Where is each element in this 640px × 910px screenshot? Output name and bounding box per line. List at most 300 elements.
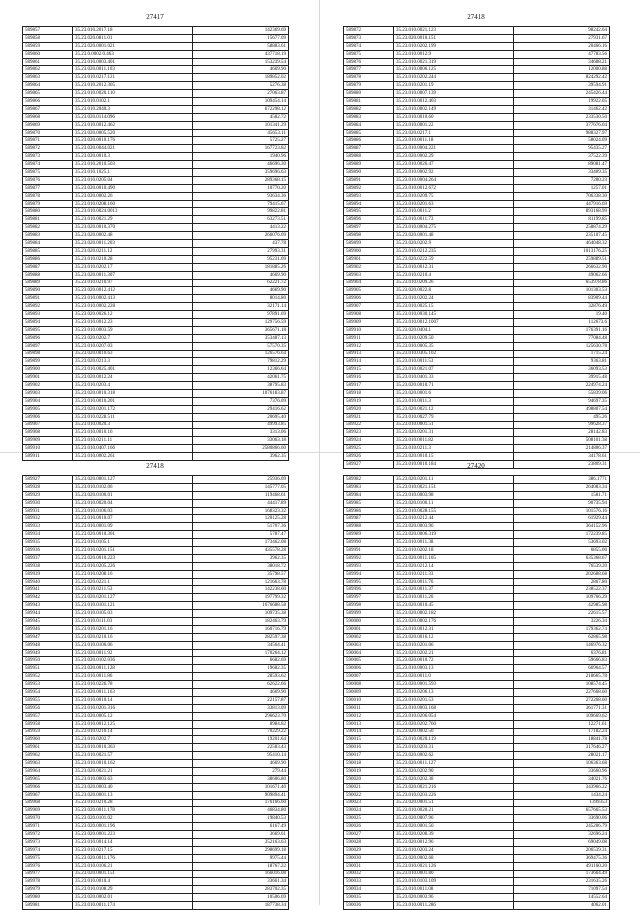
row-id-cell: 589882 [23,224,73,232]
code-cell: 35.23.010.1025.1 [73,169,193,177]
table-row [23,854,289,862]
table-row [23,554,289,562]
value-cell: 89081.47 [514,161,610,169]
row-id-cell: 589996 [344,586,394,594]
code-cell: 35.23.010.0012.672 [394,184,514,192]
value-cell: 27931.67 [514,34,610,42]
row-id-cell: 589919 [344,397,394,405]
code-cell: 35.23.010.0101.121 [73,602,193,610]
row-id-cell: 589979 [23,886,73,894]
row-id-cell: 589892 [23,303,73,311]
table-row [23,247,289,255]
code-cell: 35.23.010.0007.139 [394,90,514,98]
table-row [23,82,289,90]
table-row [344,82,610,90]
row-id-cell: 589940 [23,578,73,586]
table-row [23,878,289,886]
row-id-cell: 589985 [344,499,394,507]
row-id-cell: 589876 [23,176,73,184]
table-row [344,429,610,437]
row-id-cell: 589872 [344,27,394,35]
table-row [23,736,289,744]
row-id-cell: 589927 [344,460,394,468]
code-cell: 35.23.010.0203.226 [394,791,514,799]
table-row [344,791,610,799]
value-cell: 4062.01 [514,902,610,910]
table-row [344,105,610,113]
value-cell: 464048.32 [514,240,610,248]
code-cell: 35.23.020.0011.127 [394,760,514,768]
row-id-cell: 589898 [23,350,73,358]
table-row [23,799,289,807]
row-id-cell: 589966 [23,783,73,791]
value-cell: 1399353 [514,799,610,807]
value-cell: 635368.67 [514,554,610,562]
code-cell: 35.23.020.0106.11 [394,499,514,507]
value-cell: 365671.18 [193,326,289,334]
row-id-cell: 590018 [344,760,394,768]
row-id-cell: 589902 [23,382,73,390]
panel-title: 27418 [146,462,164,470]
value-cell: 282597.38 [193,633,289,641]
row-id-cell: 589986 [344,507,394,515]
data-table [22,26,289,461]
code-cell: 35.23.010.0002.149 [394,105,514,113]
row-id-cell: 589961 [23,744,73,752]
code-cell: 35.23.020.0101.02 [73,815,193,823]
table-row [23,846,289,854]
code-cell: 35.23.020.0002.26 [73,192,193,200]
value-cell: 4669.90 [193,760,289,768]
row-id-cell: 590002 [344,633,394,641]
row-id-cell: 589989 [344,531,394,539]
table-row [344,476,610,484]
value-cell: 672298.12 [193,105,289,113]
value-cell: 44417.89 [193,499,289,507]
code-cell: 35.23.010.0002.413 [73,295,193,303]
table-row [23,744,289,752]
row-id-cell: 589896 [344,216,394,224]
code-cell: 35.23.010.0012.31 [394,263,514,271]
row-id-cell: 589887 [344,145,394,153]
value-cell: 206539.31 [514,846,610,854]
code-cell: 35.23.010.0010.4 [73,878,193,886]
value-cell: 7376.09 [193,397,289,405]
table-row [23,783,289,791]
value-cell: 53693.02 [514,539,610,547]
row-id-cell: 589978 [23,878,73,886]
row-id-cell: 590013 [344,720,394,728]
row-id-cell: 590020 [344,775,394,783]
value-cell: 437.78 [193,240,289,248]
value-cell: 22157.87 [193,696,289,704]
row-id-cell: 589905 [23,405,73,413]
row-id-cell: 590015 [344,736,394,744]
table-row [344,389,610,397]
value-cell: 10770.20 [193,184,289,192]
value-cell: 15677.09 [193,34,289,42]
row-id-cell: 589927 [23,476,73,484]
code-cell: 35.23.010.0202.7 [73,736,193,744]
value-cell: 5787.47 [193,531,289,539]
row-id-cell: 589893 [23,311,73,319]
table-row [344,610,610,618]
value-cell: 49062.66 [514,271,610,279]
table-row [344,145,610,153]
code-cell: 35.23.010.0201.53 [394,696,514,704]
table-row [23,74,289,82]
table-row [23,483,289,491]
row-id-cell: 589909 [23,437,73,445]
value-cell: 99628.37 [514,421,610,429]
value-cell: 25936.09 [193,476,289,484]
code-cell: 35.23.010.0003.98 [394,491,514,499]
table-row [344,886,610,894]
table-row [344,578,610,586]
code-cell: 35.23.020.0001.56 [394,823,514,831]
row-id-cell: 589886 [344,137,394,145]
table-row [344,358,610,366]
table-row [23,696,289,704]
table-row [344,27,610,35]
value-cell: 19201.64 [193,736,289,744]
row-id-cell: 589884 [23,240,73,248]
code-cell: 35.23.010.0011.82 [394,437,514,445]
table-row [344,831,610,839]
table-row [23,240,289,248]
value-cell: 8984.82 [193,720,289,728]
code-cell: 35.23.010.0209.26 [394,279,514,287]
value-cell: 893168.99 [514,208,610,216]
code-cell: 35.23.010.0103.109 [394,878,514,886]
table-row [344,618,610,626]
row-id-cell: 589941 [23,586,73,594]
table-row [23,562,289,570]
code-cell: 35.23.010.0012.31 [394,625,514,633]
value-cell: 233530.50 [514,113,610,121]
table-row [344,531,610,539]
row-id-cell: 589904 [344,279,394,287]
value-cell: 46834.80 [193,807,289,815]
row-id-cell: 589971 [23,823,73,831]
row-id-cell: 589859 [23,42,73,50]
row-id-cell: 590004 [344,649,394,657]
table-row [23,445,289,453]
table-row [344,74,610,82]
table-row [23,704,289,712]
row-id-cell: 589890 [23,287,73,295]
table-row [344,208,610,216]
value-cell: 353487.13 [193,334,289,342]
row-id-cell: 589869 [23,121,73,129]
code-cell: 35.23.020.0222.59 [394,255,514,263]
code-cell: 35.23.010.0201.06 [394,641,514,649]
table-row [23,366,289,374]
row-id-cell: 589924 [344,437,394,445]
row-id-cell: 589868 [23,113,73,121]
code-cell: 35.23.010.0201.16 [73,625,193,633]
row-id-cell: 589866 [23,98,73,106]
row-id-cell: 589956 [23,704,73,712]
row-id-cell: 589885 [23,247,73,255]
table-row [23,98,289,106]
code-cell: 35.23.010.0203.4 [73,382,193,390]
row-id-cell: 589899 [344,240,394,248]
table-row [23,295,289,303]
value-cell: 189852.02 [193,74,289,82]
value-cell: 359696.63 [193,169,289,177]
value-cell: 106363.68 [514,760,610,768]
value-cell: 1715.24 [514,350,610,358]
code-cell: 35.23.010.0212.44 [394,515,514,523]
code-cell: 35.23.010.0004.221 [394,145,514,153]
code-cell: 35.23.010.0004.264 [394,176,514,184]
value-cell: 27063.87 [193,90,289,98]
table-row [23,515,289,523]
value-cell: 266632.90 [514,263,610,271]
value-cell: 170264.12 [193,649,289,657]
row-id-cell: 589895 [23,326,73,334]
table-row [344,334,610,342]
table-row [23,689,289,697]
row-id-cell: 589908 [344,311,394,319]
row-id-cell: 590027 [344,831,394,839]
table-row [344,483,610,491]
value-cell: 109454.14 [193,98,289,106]
code-cell: 35.23.010.0020.110 [73,90,193,98]
code-cell: 35.23.010.0010.60 [394,113,514,121]
code-cell: 35.23.010.0212.235 [394,247,514,255]
table-row [23,421,289,429]
table-row [23,539,289,547]
row-id-cell: 589917 [344,382,394,390]
row-id-cell: 589946 [23,625,73,633]
value-cell: 364152.96 [514,523,610,531]
table-row [344,586,610,594]
row-id-cell: 589959 [23,728,73,736]
code-cell: 35.23.020.0010.176 [73,137,193,145]
table-row [23,870,289,878]
value-cell: 8014.80 [193,295,289,303]
row-id-cell: 589874 [23,161,73,169]
code-cell: 35.23.020.0211.12 [73,247,193,255]
value-cell: 38606.80 [193,775,289,783]
value-cell: 181885.26 [193,263,289,271]
code-cell: 35.23.020.0212.14 [394,562,514,570]
table-row [344,184,610,192]
code-cell: 35.23.010.0205.226 [73,562,193,570]
table-row [23,389,289,397]
value-cell: 657665.53 [514,807,610,815]
row-id-cell: 589865 [23,90,73,98]
table-row [23,547,289,555]
row-id-cell: 589864 [23,82,73,90]
table-row [344,539,610,547]
code-cell: 35.23.010.0002.92 [394,169,514,177]
row-id-cell: 589910 [344,326,394,334]
row-id-cell: 589897 [344,224,394,232]
table-row [23,200,289,208]
row-id-cell: 589991 [344,547,394,555]
table-row [344,176,610,184]
table-row [23,570,289,578]
value-cell: 57570.35 [193,342,289,350]
value-cell: 28142.83 [514,429,610,437]
code-cell: 35.23.020.0011.176 [73,854,193,862]
row-id-cell: 589939 [23,570,73,578]
code-cell: 35.23.020.0202.38 [394,775,514,783]
code-cell: 35.23.020.0010.15 [394,453,514,461]
code-cell: 35.23.020.0011.92 [73,649,193,657]
row-id-cell: 589968 [23,799,73,807]
row-id-cell: 589999 [344,610,394,618]
table-row [344,98,610,106]
code-cell: 35.23.020.0005.520 [73,129,193,137]
value-cell: 37522.39 [514,153,610,161]
value-cell: 187738.34 [193,902,289,910]
row-id-cell: 590019 [344,767,394,775]
value-cell: 179362.74 [514,625,610,633]
table-row [344,58,610,66]
table-row [23,145,289,153]
table-row [23,105,289,113]
code-cell: 35.23.010.0105.1 [73,539,193,547]
code-cell: 35.23.010.0001.80 [394,870,514,878]
value-cell: 90735.94 [514,499,610,507]
value-cell: 272268.60 [514,696,610,704]
value-cell: 34564.41 [193,641,289,649]
code-cell: 35.23.020.0221.1 [73,578,193,586]
row-id-cell: 589858 [23,34,73,42]
code-cell: 35.23.010.0011.20 [394,594,514,602]
value-cell: 10506.69 [193,894,289,902]
code-cell: 35.23.010.0012.1007 [394,318,514,326]
code-cell: 35.23.020.0010.45 [394,602,514,610]
table-row [23,279,289,287]
row-id-cell: 589878 [344,74,394,82]
row-id-cell: 589877 [23,184,73,192]
row-id-cell: 590036 [344,902,394,910]
row-id-cell: 590010 [344,696,394,704]
table-row [344,507,610,515]
row-id-cell: 589984 [344,491,394,499]
row-id-cell: 590005 [344,657,394,665]
code-cell: 35.23.010.0010.14 [73,696,193,704]
row-id-cell: 589943 [23,602,73,610]
table-row [23,303,289,311]
panel-bottom-right [343,462,609,910]
value-cell: 214806.37 [514,445,610,453]
value-cell: 18841.78 [514,736,610,744]
code-cell: 35.23.010.0102.06 [73,483,193,491]
row-id-cell: 589889 [23,279,73,287]
table-row [344,894,610,902]
value-cell: 988327.97 [514,129,610,137]
table-row [344,271,610,279]
row-id-cell: 589880 [344,90,394,98]
table-row [23,618,289,626]
table-row [23,633,289,641]
table-row [23,413,289,421]
code-cell: 35.23.010.2010.503 [73,161,193,169]
table-row [23,578,289,586]
table-row [344,823,610,831]
table-row [344,491,610,499]
code-cell: 35.23.020.0202.21 [394,649,514,657]
code-cell: 35.23.010.0208.160 [73,200,193,208]
row-id-cell: 589900 [344,247,394,255]
code-cell: 35.23.010.0011.18 [394,137,514,145]
value-cell: 28593.62 [193,673,289,681]
code-cell: 35.23.010.0201.151 [73,547,193,555]
value-cell: 108574.45 [514,681,610,689]
code-cell: 35.23.010.0001.09 [73,523,193,531]
code-cell: 35.23.010.0003.13 [394,665,514,673]
row-id-cell: 589880 [23,208,73,216]
code-cell: 35.23.020.0010.318 [73,389,193,397]
value-cell: 19840.53 [193,815,289,823]
row-id-cell: 590022 [344,791,394,799]
value-cell: 146976.32 [514,641,610,649]
table-row [23,311,289,319]
value-cell: 437718.19 [193,50,289,58]
row-id-cell: 589901 [23,374,73,382]
row-id-cell: 589964 [23,767,73,775]
table-row [23,271,289,279]
code-cell: 35.23.020.0002.62 [394,752,514,760]
value-cell: 296623.70 [193,712,289,720]
value-cell: 38018.72 [193,562,289,570]
row-id-cell: 590016 [344,744,394,752]
table-row [23,499,289,507]
table-row [344,523,610,531]
code-cell: 35.23.010.0210.28 [73,799,193,807]
row-id-cell: 589910 [23,445,73,453]
row-id-cell: 589912 [344,342,394,350]
table-row [23,728,289,736]
row-id-cell: 589873 [23,153,73,161]
row-id-cell: 589888 [344,153,394,161]
code-cell: 35.23.0.0002.0.463 [73,50,193,58]
table-row [23,137,289,145]
value-cell: 58024.09 [514,137,610,145]
table-row [23,594,289,602]
table-row [344,878,610,886]
table-row [344,673,610,681]
table-row [23,176,289,184]
table-row [344,728,610,736]
table-row [344,247,610,255]
code-cell: 35.23.020.0002.29 [394,153,514,161]
table-row [344,90,610,98]
value-cell: 1581.71 [514,491,610,499]
table-row [23,712,289,720]
row-id-cell: 590024 [344,807,394,815]
row-id-cell: 590035 [344,894,394,902]
code-cell: 35.23.010.0202.199 [394,42,514,50]
table-row [344,736,610,744]
value-cell: 173462.08 [193,539,289,547]
value-cell: 94697.35 [514,397,610,405]
code-cell: 35.23.010.0102.1 [73,98,193,106]
row-id-cell: 589894 [344,200,394,208]
table-row [23,153,289,161]
value-cell: 61929.44 [514,515,610,523]
code-cell: 35.23.010.0004.275 [394,224,514,232]
value-cell: 23809.31 [514,460,610,468]
row-id-cell: 590007 [344,673,394,681]
table-row [23,610,289,618]
